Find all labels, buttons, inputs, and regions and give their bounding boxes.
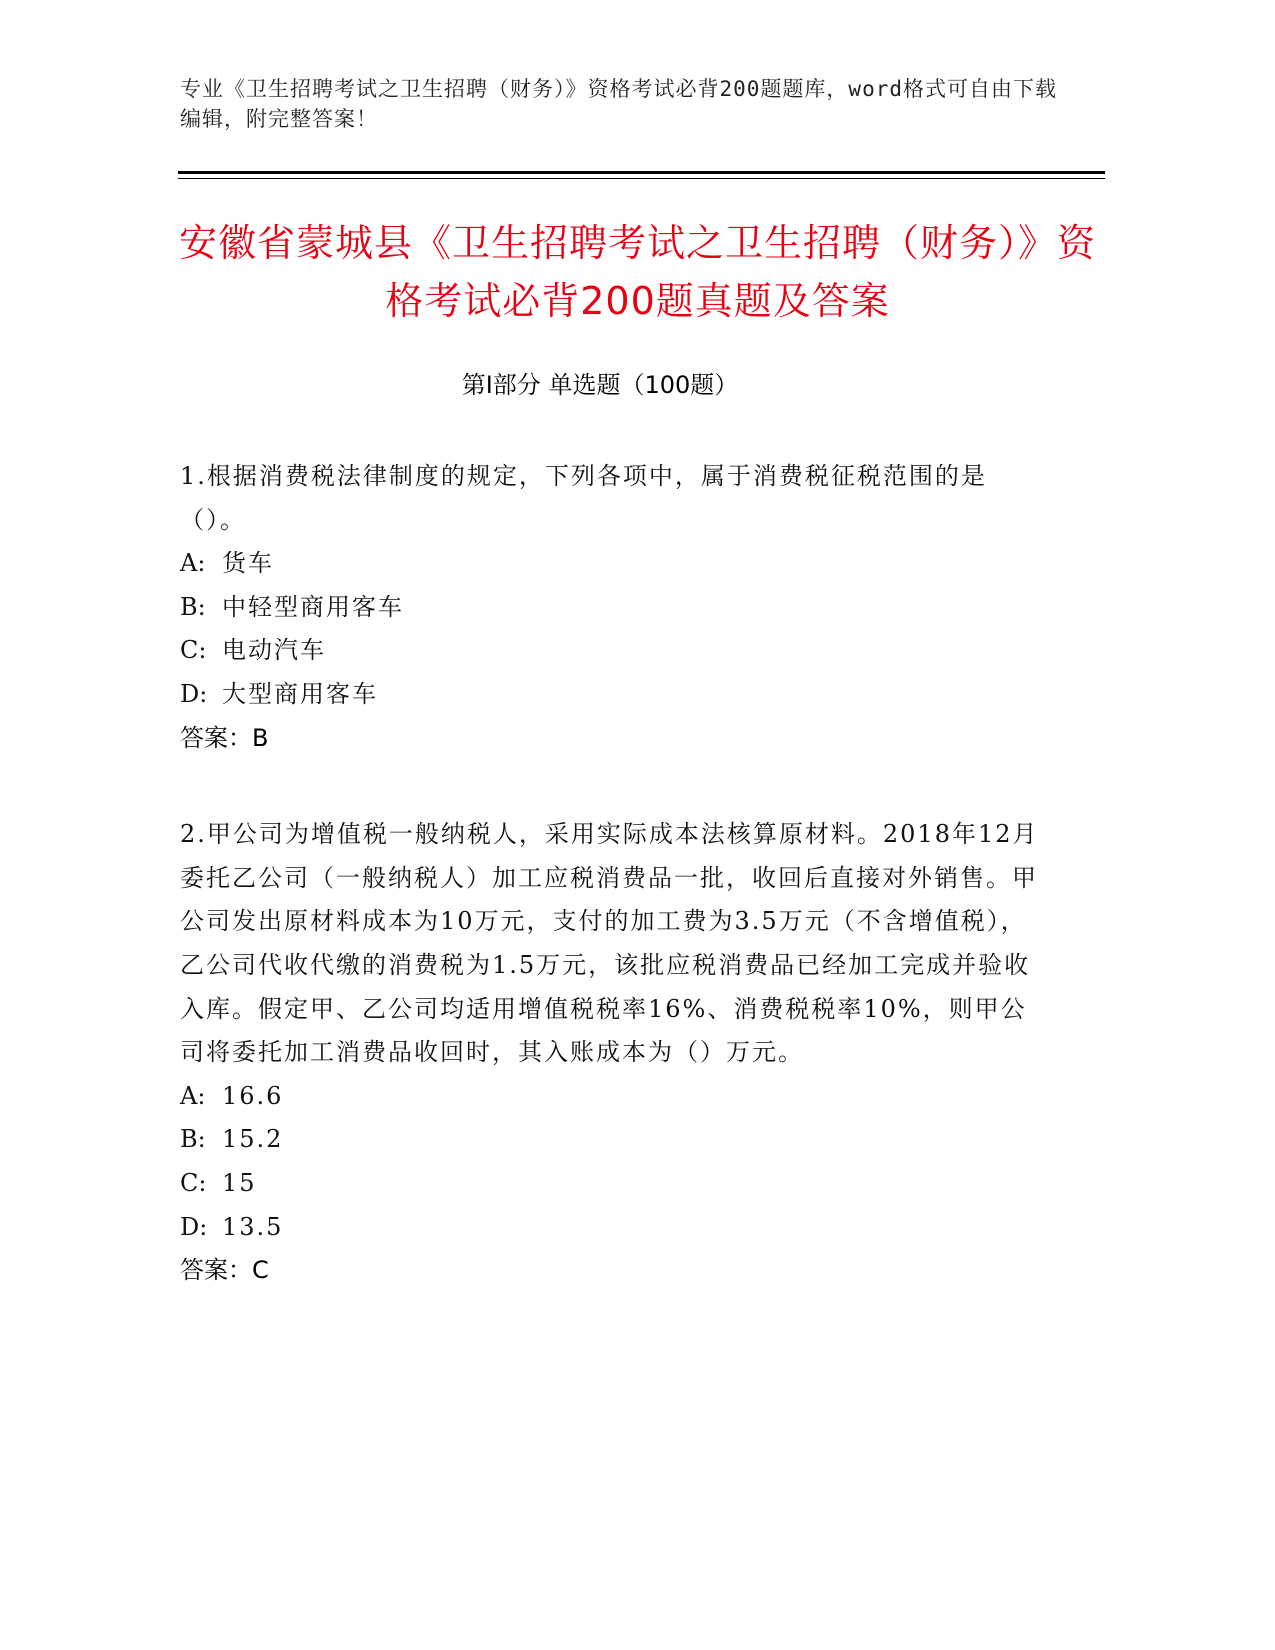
option-text: 16.6: [222, 1081, 284, 1110]
option-c: [180, 629, 1040, 673]
question-2: [180, 813, 1040, 1293]
answer-line: 答案：B: [180, 723, 269, 752]
option-label: B:: [180, 1125, 206, 1154]
option-label: D:: [180, 1212, 208, 1241]
question-text: 1.根据消费税法律制度的规定，下列各项中，属于消费税征税范围的是（）。: [180, 462, 987, 534]
option-text: 15: [222, 1168, 257, 1197]
option-d: [180, 673, 1040, 717]
header-note: 专业《卫生招聘考试之卫生招聘（财务）》资格考试必背200题题库，word格式可自由下载编辑，附完整答案！: [180, 77, 1057, 131]
header-divider-thin: [178, 178, 1105, 179]
option-c: [180, 1162, 1040, 1206]
document-title: 安徽省蒙城县《卫生招聘考试之卫生招聘（财务）》资格考试必背200题真题及答案: [178, 221, 1096, 323]
option-label: D:: [180, 679, 208, 708]
option-a: [180, 1075, 1040, 1119]
option-a: [180, 542, 1040, 586]
option-text: 15.2: [222, 1125, 284, 1154]
section-heading: 第Ⅰ部分 单选题（100题）: [461, 371, 739, 399]
option-text: 13.5: [222, 1212, 284, 1241]
option-text: 货车: [222, 549, 274, 578]
option-d: [180, 1206, 1040, 1250]
option-label: A:: [180, 549, 206, 578]
option-b: [180, 586, 1040, 630]
option-text: 中轻型商用客车: [222, 592, 404, 621]
option-label: B:: [180, 592, 206, 621]
header-divider-thick: [178, 171, 1105, 174]
option-label: C:: [180, 1168, 207, 1197]
answer-line: 答案：C: [180, 1256, 269, 1285]
option-text: 大型商用客车: [222, 679, 378, 708]
question-list: [180, 455, 1040, 1346]
option-text: 电动汽车: [222, 636, 326, 665]
option-b: [180, 1118, 1040, 1162]
question-1: [180, 455, 1040, 760]
question-text: 2.甲公司为增值税一般纳税人，采用实际成本法核算原材料。2018年12月委托乙公司（一般纳税人）加工应税消费品一批，收回后直接对外销售。甲公司发出原材料成本为10万元，支付的加工费为3.5万元（不含增值税），乙公司代收代缴的消费税为1.5万元，该批应税消费品已经加工完成并验收入库。假定甲、乙公司均适用增值税税率16%、消费税税率10%，则甲公司将委托加工消费品收回时，其入账成本为（）万元。: [180, 820, 1039, 1067]
option-label: A:: [180, 1081, 206, 1110]
option-label: C:: [180, 636, 207, 665]
